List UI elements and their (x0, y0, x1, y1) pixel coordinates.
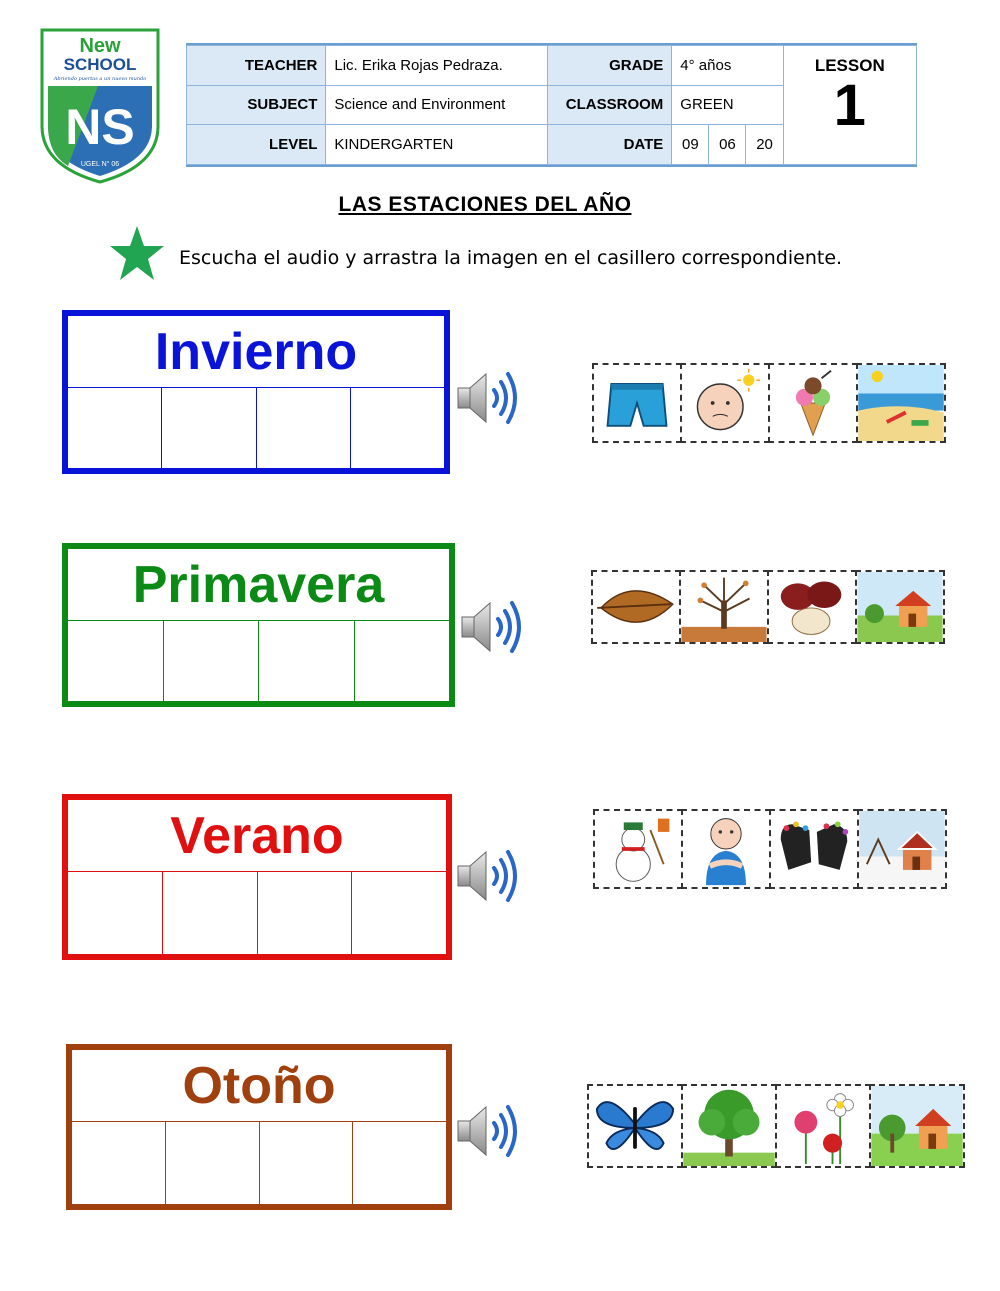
level-label: LEVEL (187, 125, 326, 165)
date-year: 20 (746, 125, 783, 165)
speaker-icon[interactable] (456, 846, 522, 906)
classroom-value: GREEN (672, 85, 783, 125)
drop-slot[interactable] (68, 388, 161, 468)
autumn-house-image[interactable] (855, 570, 945, 644)
bare-tree-image[interactable] (679, 570, 769, 644)
svg-text:SCHOOL: SCHOOL (63, 55, 137, 74)
speaker-icon[interactable] (456, 368, 522, 428)
dry-leaf-image[interactable] (591, 570, 681, 644)
svg-text:Abriendo puertas a un nuevo mu: Abriendo puertas a un nuevo mundo (53, 76, 147, 82)
season-box-otono (66, 1044, 452, 1210)
ice-cream-image[interactable] (768, 363, 858, 443)
teacher-label: TEACHER (187, 46, 326, 86)
drop-slot[interactable] (352, 1122, 446, 1204)
picture-strip-4 (587, 1084, 963, 1168)
snowman-image[interactable] (593, 809, 683, 889)
season-box-primavera (62, 543, 455, 707)
school-logo (38, 26, 162, 184)
svg-text:New: New (79, 35, 121, 57)
grade-value: 4° años (672, 46, 783, 86)
season-title: Verano (68, 800, 446, 872)
beach-image[interactable] (856, 363, 946, 443)
gloves-image[interactable] (769, 809, 859, 889)
classroom-label: CLASSROOM (547, 85, 671, 125)
instruction-text: Escucha el audio y arrastra la imagen en el casillero correspondiente. (179, 247, 843, 269)
speaker-icon[interactable] (460, 597, 526, 657)
header-table (186, 43, 917, 167)
star-icon (109, 224, 165, 284)
subject-label: SUBJECT (187, 85, 326, 125)
picture-strip-1 (592, 363, 944, 443)
grade-label: GRADE (547, 46, 671, 86)
drop-slot[interactable] (259, 1122, 353, 1204)
drop-slot[interactable] (258, 621, 354, 701)
spring-house-image[interactable] (869, 1084, 965, 1168)
season-title: Otoño (72, 1050, 446, 1122)
level-value: KINDERGARTEN (326, 125, 548, 165)
cold-person-image[interactable] (681, 809, 771, 889)
date-month: 06 (709, 125, 746, 165)
season-box-verano (62, 794, 452, 960)
lesson-label: LESSON (814, 56, 885, 75)
worksheet-title: LAS ESTACIONES DEL AÑO (338, 193, 632, 216)
drop-slot[interactable] (165, 1122, 259, 1204)
drop-slot[interactable] (163, 621, 259, 701)
drop-slot[interactable] (256, 388, 350, 468)
drop-slot[interactable] (257, 872, 352, 954)
season-title: Invierno (68, 316, 444, 388)
drop-slot[interactable] (68, 872, 162, 954)
date-day: 09 (672, 125, 709, 165)
drop-slot[interactable] (68, 621, 163, 701)
subject-value: Science and Environment (326, 85, 548, 125)
chestnuts-image[interactable] (767, 570, 857, 644)
snowy-house-image[interactable] (857, 809, 947, 889)
picture-strip-3 (593, 809, 945, 889)
lesson-cell (783, 46, 916, 165)
lesson-number: 1 (833, 73, 866, 138)
sunburn-face-image[interactable] (680, 363, 770, 443)
date-label: DATE (547, 125, 671, 165)
drop-slot[interactable] (354, 621, 450, 701)
drop-slot[interactable] (162, 872, 257, 954)
picture-strip-2 (591, 570, 943, 644)
shorts-image[interactable] (592, 363, 682, 443)
drop-slot[interactable] (351, 872, 446, 954)
speaker-icon[interactable] (456, 1101, 522, 1161)
teacher-value: Lic. Erika Rojas Pedraza. (326, 46, 548, 86)
drop-slot[interactable] (161, 388, 255, 468)
flowers-image[interactable] (775, 1084, 871, 1168)
green-tree-image[interactable] (681, 1084, 777, 1168)
svg-text:UGEL N° 06: UGEL N° 06 (80, 161, 120, 168)
season-title: Primavera (68, 549, 449, 621)
season-box-invierno (62, 310, 450, 474)
svg-text:NS: NS (65, 99, 135, 155)
drop-slot[interactable] (350, 388, 444, 468)
butterfly-image[interactable] (587, 1084, 683, 1168)
drop-slot[interactable] (72, 1122, 165, 1204)
